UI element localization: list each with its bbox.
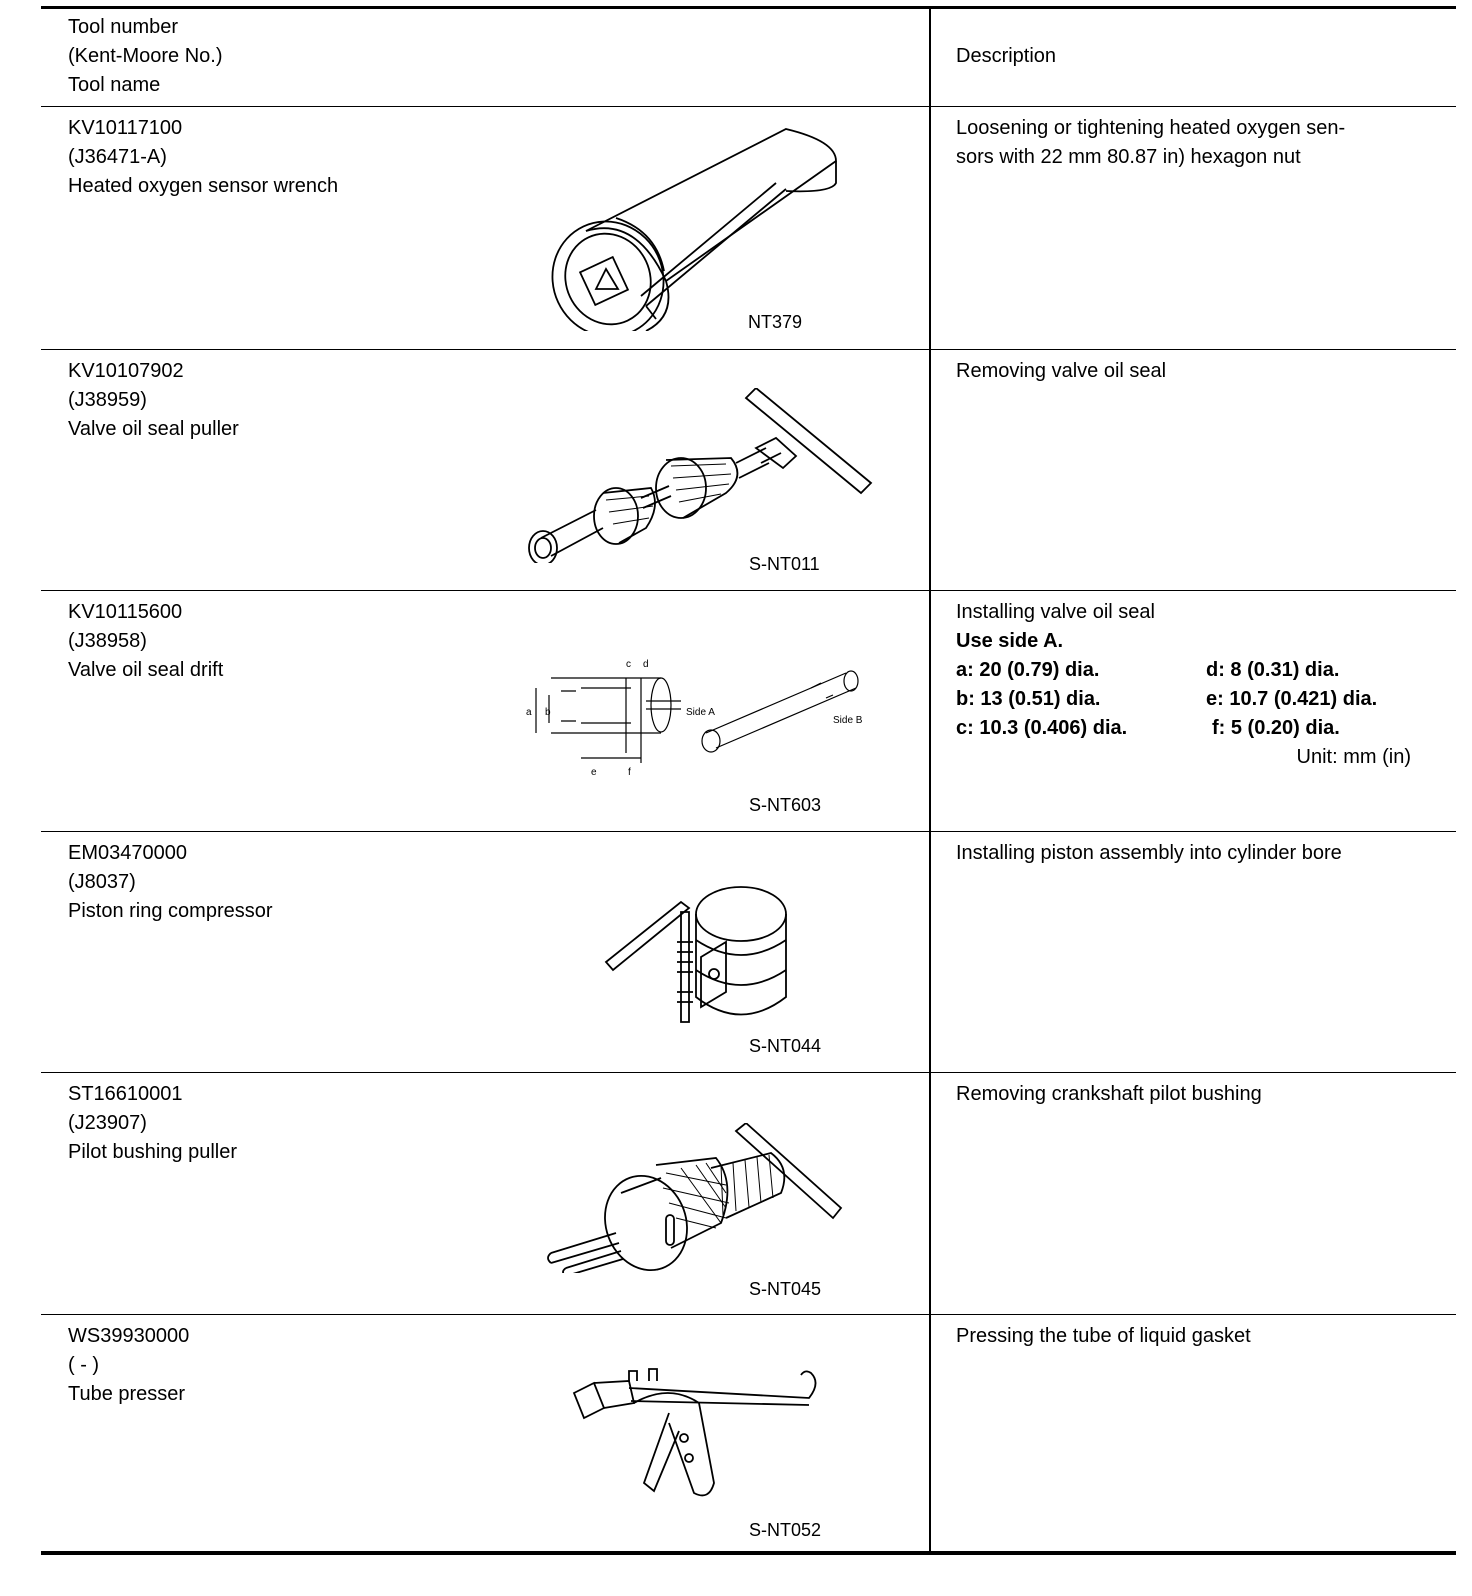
tool-name: Heated oxygen sensor wrench	[68, 175, 339, 197]
valve-oil-seal-puller-illustration	[521, 388, 881, 563]
description-line: Loosening or tightening heated oxygen sen-	[956, 117, 1346, 139]
kent-moore-number: (J36471-A)	[68, 146, 167, 168]
header-tool-number: Tool number	[68, 16, 179, 38]
pilot-bushing-puller-illustration	[541, 1123, 851, 1273]
tool-number: KV10107902	[68, 360, 184, 382]
spec-d: d: 8 (0.31) dia.	[1206, 659, 1340, 681]
tube-presser-illustration	[569, 1363, 829, 1513]
tool-identity	[68, 114, 338, 201]
figure-label-a: a	[526, 707, 532, 718]
tool-identity	[68, 598, 223, 685]
tool-identity	[68, 1080, 237, 1167]
description-line: sors with 22 mm 80.87 in) hexagon nut	[956, 146, 1301, 168]
tool-number: KV10117100	[68, 117, 183, 139]
figure-label-side-a: Side A	[686, 707, 715, 718]
kent-moore-number: (J23907)	[68, 1112, 147, 1134]
spec-c: c: 10.3 (0.406) dia.	[956, 717, 1128, 739]
table-row	[41, 350, 1456, 591]
tool-description	[956, 1322, 1426, 1351]
spec-a: a: 20 (0.79) dia.	[956, 659, 1100, 681]
unit-label: Unit: mm (in)	[1296, 746, 1411, 768]
tool-identity	[68, 357, 239, 444]
spec-f: f: 5 (0.20) dia.	[1212, 717, 1340, 739]
tool-identity	[68, 839, 273, 926]
tool-number: ST16610001	[68, 1083, 183, 1105]
header-kent-moore: (Kent-Moore No.)	[68, 45, 223, 67]
tool-description	[956, 357, 1426, 386]
table-row	[41, 1315, 1456, 1552]
tool-name: Tube presser	[68, 1383, 186, 1405]
tool-name: Valve oil seal puller	[68, 418, 239, 440]
figure-code: S-NT011	[749, 554, 820, 574]
tool-identity	[68, 1322, 189, 1409]
description-line: Installing valve oil seal	[956, 601, 1155, 623]
kent-moore-number: (J8037)	[68, 871, 136, 893]
valve-oil-seal-drift-illustration	[521, 653, 881, 783]
table-row	[41, 1073, 1456, 1315]
kent-moore-number: ( - )	[68, 1354, 100, 1376]
oxygen-sensor-wrench-illustration	[546, 121, 846, 331]
piston-ring-compressor-illustration	[601, 882, 801, 1032]
tool-description	[956, 1080, 1426, 1109]
tool-description	[956, 598, 1426, 772]
table-row	[41, 832, 1456, 1073]
tool-name: Valve oil seal drift	[68, 659, 224, 681]
description-line: Pressing the tube of liquid gasket	[956, 1325, 1251, 1347]
description-line: Installing piston assembly into cylinder bore	[956, 842, 1342, 864]
description-line: Removing valve oil seal	[956, 360, 1167, 382]
figure-label-b: b	[545, 707, 551, 718]
header-tool-name: Tool name	[68, 74, 161, 96]
kent-moore-number: (J38958)	[68, 630, 147, 652]
dimension-specs	[956, 656, 1426, 743]
tool-name: Pilot bushing puller	[68, 1141, 237, 1163]
tool-number: EM03470000	[68, 842, 187, 864]
kent-moore-number: (J38959)	[68, 389, 147, 411]
figure-code: S-NT045	[749, 1279, 822, 1299]
tool-description	[956, 839, 1426, 868]
spec-b: b: 13 (0.51) dia.	[956, 688, 1101, 710]
table-row	[41, 107, 1456, 350]
tool-name: Piston ring compressor	[68, 900, 273, 922]
table-header-row	[41, 6, 1456, 107]
header-description: Description	[956, 45, 1057, 67]
tool-number: KV10115600	[68, 601, 183, 623]
figure-code: S-NT044	[749, 1036, 822, 1056]
figure-label-c: c	[626, 659, 631, 670]
usage-note: Use side A.	[956, 630, 1064, 652]
figure-code: NT379	[748, 312, 803, 332]
header-tool-column	[68, 13, 223, 100]
table-bottom-rule	[41, 1551, 1456, 1555]
spec-e: e: 10.7 (0.421) dia.	[1206, 688, 1378, 710]
figure-code: S-NT603	[749, 795, 822, 815]
figure-label-e: e	[591, 767, 597, 778]
figure-code: S-NT052	[749, 1520, 822, 1540]
table-row	[41, 591, 1456, 832]
description-line: Removing crankshaft pilot bushing	[956, 1083, 1262, 1105]
figure-label-d: d	[643, 659, 649, 670]
figure-label-f: f	[628, 767, 631, 778]
tool-number: WS39930000	[68, 1325, 190, 1347]
figure-label-side-b: Side B	[833, 715, 863, 726]
tool-description	[956, 114, 1426, 172]
